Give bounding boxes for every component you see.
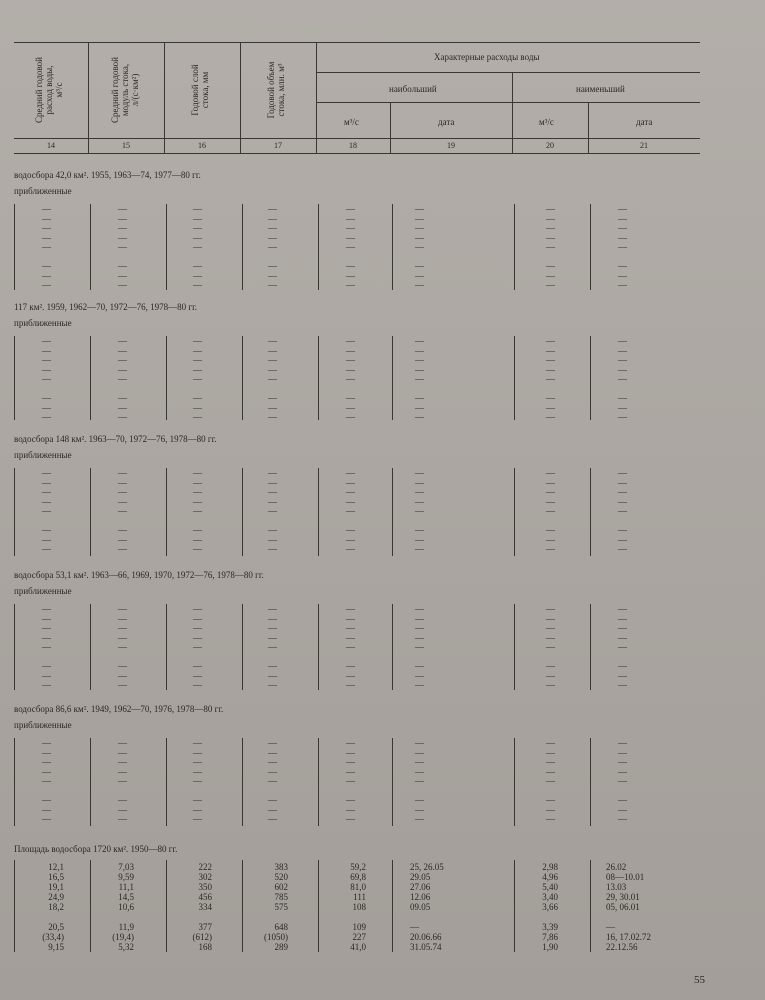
col-rule: [14, 604, 15, 690]
col-rule: [590, 738, 591, 826]
col-rule: [166, 336, 167, 420]
date-header-2: дата: [636, 117, 653, 127]
date-header-1: дата: [438, 117, 455, 127]
col-rule: [166, 860, 167, 952]
col-rule: [90, 204, 91, 290]
col-rule: [514, 204, 515, 290]
col15-values: 7,03 9,59 11,1 14,5 10,6 11,9 (19,4) 5,32: [112, 862, 134, 952]
col20-values: 2,98 4,96 5,40 3,40 3,66 3,39 7,86 1,90: [542, 862, 558, 952]
dash-column: — — — — — — — —: [118, 738, 127, 824]
dash-column: — — — — — — — —: [546, 204, 555, 290]
dash-column: — — — — — — — —: [415, 468, 424, 554]
col-rule: [590, 604, 591, 690]
col17-values: 383 520 602 785 575 648 (1050) 289: [264, 862, 288, 952]
dash-column: — — — — — — — —: [118, 604, 127, 690]
col-rule: [14, 336, 15, 420]
col-rule: [392, 860, 393, 952]
max-header: наибольший: [389, 84, 437, 94]
section-subcaption: приближенные: [14, 450, 72, 460]
dash-column: — — — — — — — —: [346, 336, 355, 422]
dash-column: — — — — — — — —: [546, 336, 555, 422]
col-rule: [90, 336, 91, 420]
group-header: Характерные расходы воды: [434, 52, 540, 62]
section-subcaption: приближенные: [14, 720, 72, 730]
dash-column: — — — — — — — —: [268, 604, 277, 690]
col-rule: [514, 860, 515, 952]
group-rule: [316, 72, 700, 73]
dash-column: — — — — — — — —: [618, 336, 627, 422]
col-rule: [242, 468, 243, 556]
col-rule: [392, 468, 393, 556]
col-rule: [318, 468, 319, 556]
col-rule: [318, 860, 319, 952]
col-divider: [164, 42, 165, 153]
dash-column: — — — — — — — —: [193, 204, 202, 290]
dash-column: — — — — — — — —: [268, 738, 277, 824]
col-rule: [14, 468, 15, 556]
col-rule: [590, 860, 591, 952]
col-rule: [242, 336, 243, 420]
header-top-rule: [14, 42, 700, 43]
section-subcaption: приближенные: [14, 586, 72, 596]
col-rule: [392, 738, 393, 826]
col-rule: [242, 604, 243, 690]
col16-values: 222 302 350 456 334 377 (612) 168: [192, 862, 212, 952]
col15-header: Средний годовой модуль стока, л/(с·км²): [110, 57, 140, 123]
dash-column: — — — — — — — —: [193, 336, 202, 422]
col19-values: 25, 26.05 29.05 27.06 12.06 09.05 — 20.06.66 31.05.74: [410, 862, 444, 952]
dash-column: — — — — — — — —: [346, 738, 355, 824]
dash-column: — — — — — — — —: [415, 738, 424, 824]
col-rule: [242, 204, 243, 290]
col-number: 21: [640, 141, 648, 150]
section-caption: водосбора 86,6 км². 1949, 1962—70, 1976, 1978—80 гг.: [14, 704, 224, 714]
min-header: наименьший: [576, 84, 625, 94]
dash-column: — — — — — — — —: [193, 604, 202, 690]
col-rule: [392, 604, 393, 690]
table-header: [14, 42, 700, 154]
section-caption: водосбора 148 км². 1963—70, 1972—76, 1978—80 гг.: [14, 434, 217, 444]
dash-column: — — — — — — — —: [618, 204, 627, 290]
unit-header-1: м³/с: [344, 117, 359, 127]
dash-column: — — — — — — — —: [546, 738, 555, 824]
dash-column: — — — — — — — —: [118, 204, 127, 290]
col-rule: [90, 604, 91, 690]
unit-header-2: м³/с: [539, 117, 554, 127]
col-rule: [514, 604, 515, 690]
col-rule: [318, 738, 319, 826]
dash-column: — — — — — — — —: [42, 336, 51, 422]
header-mid-rule: [14, 138, 700, 139]
dash-column: — — — — — — — —: [42, 468, 51, 554]
dash-column: — — — — — — — —: [346, 468, 355, 554]
col-number: 20: [546, 141, 554, 150]
col-number: 17: [274, 141, 282, 150]
dash-column: — — — — — — — —: [618, 468, 627, 554]
dash-column: — — — — — — — —: [268, 468, 277, 554]
col-rule: [590, 336, 591, 420]
col-rule: [514, 738, 515, 826]
section-caption: Площадь водосбора 1720 км². 1950—80 гг.: [14, 844, 178, 854]
col-rule: [14, 738, 15, 826]
dash-column: — — — — — — — —: [268, 204, 277, 290]
col-number: 16: [198, 141, 206, 150]
col-divider: [88, 42, 89, 153]
col-rule: [90, 738, 91, 826]
col-rule: [590, 468, 591, 556]
col17-header: Годовой объем стока, млн. м³: [266, 61, 286, 119]
dash-column: — — — — — — — —: [193, 468, 202, 554]
col-number: 14: [47, 141, 55, 150]
col14-header: Средний годовой расход воды, м³/с: [34, 57, 64, 123]
col-rule: [90, 468, 91, 556]
col-rule: [392, 336, 393, 420]
col-divider: [316, 42, 317, 153]
col-rule: [318, 604, 319, 690]
section-subcaption: приближенные: [14, 186, 72, 196]
col-number: 15: [122, 141, 130, 150]
col-rule: [318, 204, 319, 290]
col18-values: 59,2 69,8 81,0 111 108 109 227 41,0: [350, 862, 366, 952]
col-rule: [514, 468, 515, 556]
dash-column: — — — — — — — —: [193, 738, 202, 824]
col-rule: [90, 860, 91, 952]
dash-column: — — — — — — — —: [618, 604, 627, 690]
dash-column: — — — — — — — —: [42, 738, 51, 824]
col-rule: [14, 204, 15, 290]
header-bottom-rule: [14, 153, 700, 154]
dash-column: — — — — — — — —: [118, 336, 127, 422]
dash-column: — — — — — — — —: [42, 204, 51, 290]
dash-column: — — — — — — — —: [415, 204, 424, 290]
col-rule: [242, 738, 243, 826]
dash-column: — — — — — — — —: [415, 336, 424, 422]
subgroup-rule: [316, 102, 700, 103]
col-rule: [166, 204, 167, 290]
col-rule: [166, 604, 167, 690]
dash-column: — — — — — — — —: [346, 604, 355, 690]
section-caption: 117 км². 1959, 1962—70, 1972—76, 1978—80 гг.: [14, 302, 198, 312]
dash-column: — — — — — — — —: [546, 604, 555, 690]
section-subcaption: приближенные: [14, 318, 72, 328]
col-rule: [590, 204, 591, 290]
dash-column: — — — — — — — —: [618, 738, 627, 824]
section-caption: водосбора 42,0 км². 1955, 1963—74, 1977—80 гг.: [14, 170, 201, 180]
page-number: 55: [694, 974, 705, 986]
col-rule: [166, 738, 167, 826]
col16-header: Годовой слой стока, мм: [190, 64, 210, 116]
section-caption: водосбора 53,1 км². 1963—66, 1969, 1970, 1972—76, 1978—80 гг.: [14, 570, 264, 580]
dash-column: — — — — — — — —: [268, 336, 277, 422]
dash-column: — — — — — — — —: [118, 468, 127, 554]
col-rule: [166, 468, 167, 556]
col-number: 19: [447, 141, 455, 150]
dash-column: — — — — — — — —: [42, 604, 51, 690]
col-rule: [242, 860, 243, 952]
col-rule: [318, 336, 319, 420]
col-rule: [514, 336, 515, 420]
col14-values: 12,1 16,5 19,1 24,9 18,2 20,5 (33,4) 9,15: [42, 862, 64, 952]
col21-values: 26.02 08—10.01 13.03 29, 30.01 05, 06.01 — 16, 17.02.72 22.12.56: [606, 862, 651, 952]
dash-column: — — — — — — — —: [346, 204, 355, 290]
col-rule: [392, 204, 393, 290]
dash-column: — — — — — — — —: [546, 468, 555, 554]
dash-column: — — — — — — — —: [415, 604, 424, 690]
col-number: 18: [349, 141, 357, 150]
col-rule: [14, 860, 15, 952]
col-divider: [240, 42, 241, 153]
